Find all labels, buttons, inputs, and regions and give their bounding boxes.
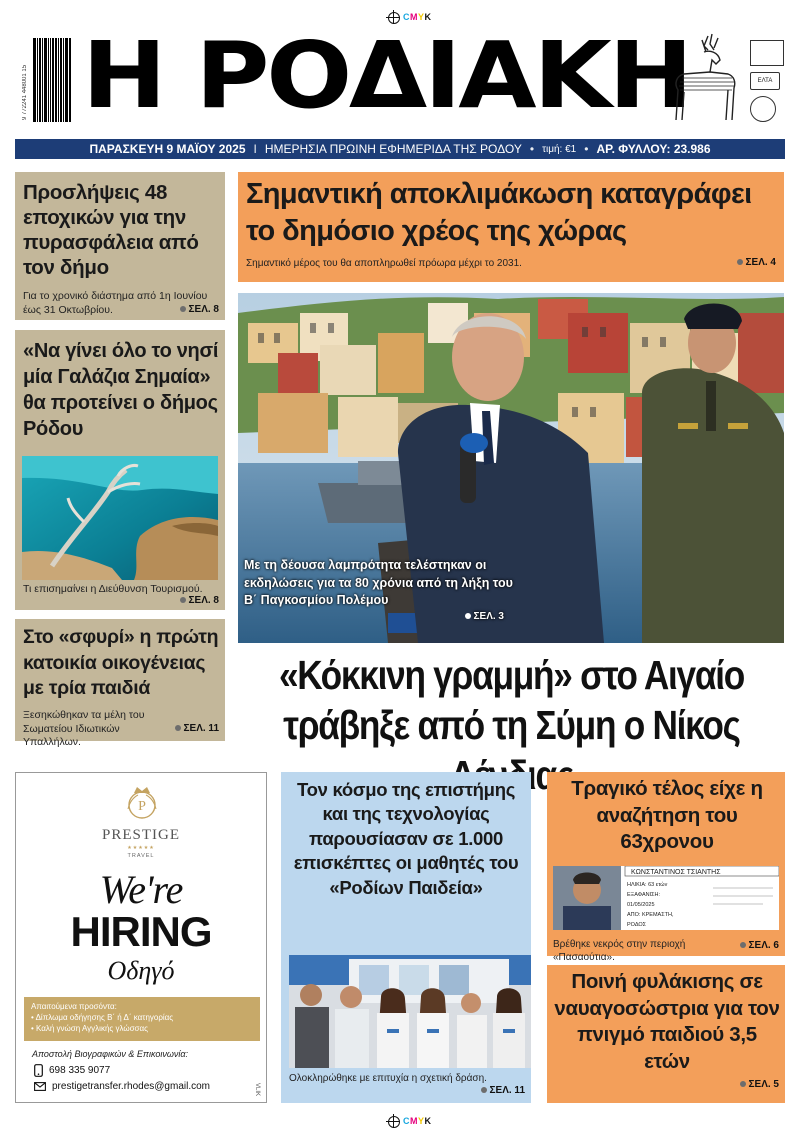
ad-stars: ★★★★★ [127, 845, 155, 851]
issue-date: ΠΑΡΑΣΚΕΥΗ 9 ΜΑΪΟΥ 2025 [89, 142, 246, 156]
price: τιμή: €1 [542, 143, 577, 155]
mail-icon [34, 1082, 46, 1091]
side-story-headline: «Να γίνει όλο το νησί μία Γαλάζια Σημαία» θα προτείνει ο δήμος Ρόδου [23, 340, 219, 440]
ad-brand-sub: TRAVEL [127, 853, 155, 859]
main-photo-caption [244, 557, 514, 624]
caption-text: Με τη δέουσα λαμπρότητα τελέστηκαν οι εκδηλώσεις για τα 80 χρόνια από τη λήξη του Β΄ Παγκοσμίου Πολέμου [244, 558, 513, 607]
poster-line: ΗΛΙΚΙΑ: 63 ετών [627, 882, 668, 888]
ad-agency-mark: VLIK [254, 1082, 260, 1096]
students-photo-image [289, 955, 531, 1068]
page-ref[interactable]: ΣΕΛ. 4 [737, 257, 776, 268]
side-story-headline: Στο «σφυρί» η πρώτη κατοικία οικογένειας με τρία παιδιά [23, 626, 219, 700]
ad-phone: 698 335 9077 [49, 1065, 111, 1076]
side-story-hiring[interactable] [15, 172, 225, 320]
page-ref[interactable]: ΣΕΛ. 5 [740, 1079, 779, 1090]
science-subline: Ολοκληρώθηκε με επιτυχία η σχετική δράση. [289, 1073, 487, 1084]
info-bar: ΠΑΡΑΣΚΕΥΗ 9 ΜΑΪΟΥ 2025 I ΗΜΕΡΗΣΙΑ ΠΡΩΙΝΗ ΕΦΗΜΕΡΙΔΑ ΤΗΣ ΡΟΔΟΥ • τιμή: €1 • ΑΡ. ΦΥΛΛΟΥ: 23.986 [15, 139, 785, 159]
missing-person-poster [553, 866, 779, 930]
cmyk-label: CMYK [403, 12, 432, 22]
barcode [33, 38, 71, 122]
poster-line: ΡΟΔΟΣ [627, 922, 647, 928]
tagline: ΗΜΕΡΗΣΙΑ ΠΡΩΙΝΗ ΕΦΗΜΕΡΙΔΑ ΤΗΣ ΡΟΔΟΥ [264, 142, 522, 156]
ad-were: We're [99, 867, 183, 912]
science-headline: Τον κόσμο της επιστήμης και της τεχνολογίας παρουσίασαν σε 1.000 επισκέπτες οι μαθητές του «Ροδίων Παιδεία» [293, 779, 519, 898]
page-ref[interactable]: ΣΕΛ. 11 [481, 1085, 525, 1096]
page-ref[interactable]: ΣΕΛ. 3 [465, 610, 504, 624]
page-ref[interactable]: ΣΕΛ. 8 [180, 595, 219, 606]
poster-line: ΕΞΑΦΑΝΙΣΗ: [627, 892, 661, 898]
masthead-side-info [750, 40, 790, 130]
seal-icon [750, 96, 776, 122]
side-story-blue-flag[interactable] [15, 330, 225, 610]
side-story-subline: Για το χρονικό διάστημα από 1η Ιουνίου έως 31 Οκτωβρίου. [23, 290, 208, 316]
requirement-item: • Καλή γνώση Αγγλικής γλώσσας [31, 1023, 148, 1033]
poster-name: ΚΩΝΣΤΑΝΤΙΝΟΣ ΤΣΙΑΝΤΗΣ [631, 869, 721, 876]
requirement-item: • Δίπλωμα οδήγησης Β΄ ή Δ΄ κατηγορίας [31, 1012, 174, 1022]
poster-line: ΑΠΟ: ΚΡΕΜΑΣΤΗ, [627, 912, 674, 918]
page-ref[interactable]: ΣΕΛ. 8 [180, 304, 219, 315]
ad-email: prestigetransfer.rhodes@gmail.com [52, 1081, 210, 1092]
ad-brand: PRESTIGE [101, 827, 180, 843]
cmyk-label: CMYK [403, 1116, 432, 1126]
ad-email-row[interactable] [34, 1081, 210, 1092]
ad-hiring: HIRING [70, 908, 212, 955]
side-story-foreclosure[interactable] [15, 619, 225, 749]
side-story-subline: Τι επισημαίνει η Διεύθυνση Τουρισμού. [23, 583, 203, 595]
main-headline-line2: τράβηξε από τη Σύμη ο Νίκος [283, 702, 740, 749]
lead-subline: Σημαντικό μέρος του θα αποπληρωθεί πρόωρα μέχρι το 2031. [246, 258, 522, 269]
page-ref[interactable]: ΣΕΛ. 6 [740, 940, 779, 951]
lead-headline: Σημαντική αποκλιμάκωση καταγράφει το δημόσιο χρέος της χώρας [246, 178, 752, 248]
side-story-subline: Ξεσηκώθηκαν τα μέλη του Σωματείου Ιδιωτικών Υπαλλήλων. [23, 709, 145, 749]
main-headline-line1: «Κόκκινη γραμμή» στο Αιγαίο [278, 652, 744, 698]
elta-badge: ΕΛΤΑ [750, 72, 780, 90]
tragic-headline: Τραγικό τέλος είχε η αναζήτηση του 63χρονου [571, 777, 763, 854]
page-ref[interactable]: ΣΕΛ. 11 [175, 723, 219, 734]
beach-photo [22, 456, 218, 580]
side-story-headline: Προσλήψεις 48 εποχικών για την πυρασφάλεια από τον δήμο [23, 181, 199, 279]
requirements-title: Απαιτούμενα προσόντα: [31, 1002, 117, 1011]
postage-box [750, 40, 784, 66]
prestige-travel-ad[interactable] [15, 772, 267, 1103]
ad-phone-row[interactable] [34, 1064, 110, 1077]
crosshair-icon [386, 1114, 400, 1128]
main-photo [238, 293, 784, 643]
tragic-subline: Βρέθηκε νεκρός στην περιοχή «Πασαούτια». [553, 939, 686, 963]
ad-requirements [24, 997, 260, 1041]
crest-letter: P [138, 799, 146, 814]
phone-icon [34, 1064, 43, 1077]
masthead-title[interactable]: Η ΡΟΔΙΑΚΗ [82, 22, 690, 129]
ad-role: Οδηγό [107, 956, 175, 985]
crown-crest-icon [124, 785, 160, 821]
lead-story[interactable] [238, 172, 784, 282]
deer-logo-icon [664, 30, 742, 125]
students-photo [289, 955, 531, 1068]
issue-number: ΑΡ. ΦΥΛΛΟΥ: 23.986 [596, 142, 711, 156]
lifeguard-headline: Ποινή φυλάκισης σε ναυαγοσώστρια για τον πνιγμό παιδιού 3,5 ετών [554, 970, 780, 1073]
ad-contact-title: Αποστολή Βιογραφικών & Επικοινωνία: [32, 1049, 188, 1059]
lifeguard-story[interactable] [547, 965, 785, 1103]
barcode-number: 9 772241 448001 15 [22, 64, 28, 120]
registration-mark-bottom [386, 1112, 446, 1130]
poster-photo [553, 866, 779, 930]
poster-line: 01/05/2025 [627, 902, 655, 908]
